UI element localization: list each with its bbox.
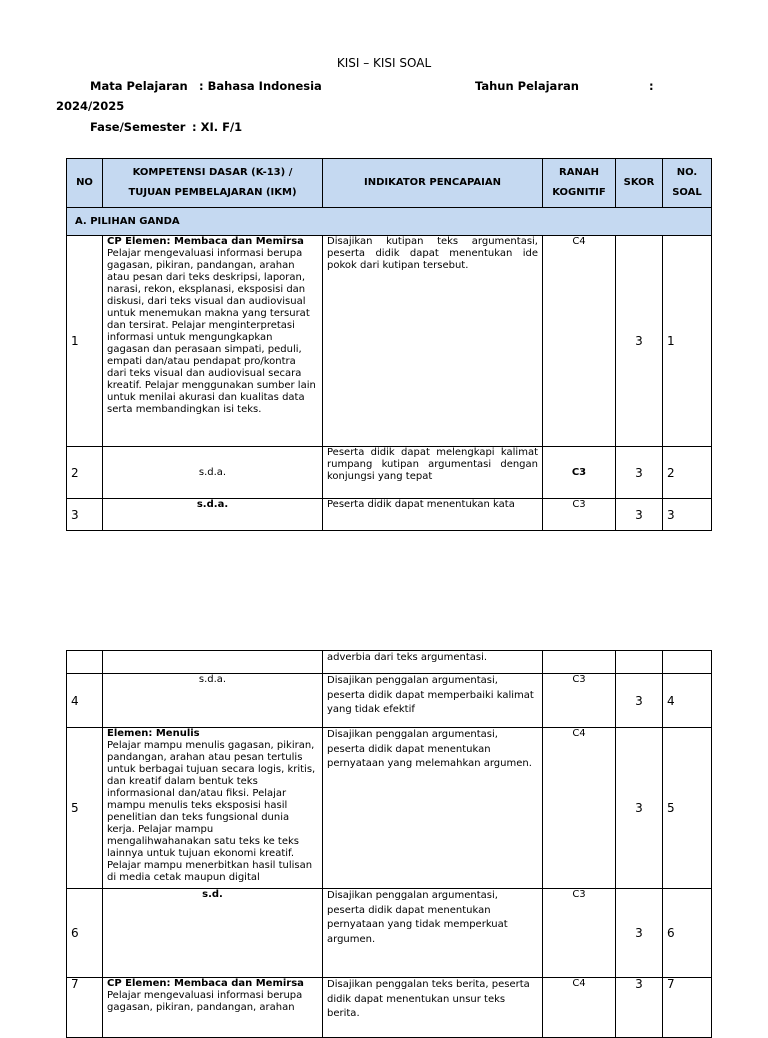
row-indikator: Peserta didik dapat melengkapi kalimat rumpang kutipan argumentasi dengan konjungsi yang tepat (323, 447, 543, 499)
phase-value: : XI. F/1 (192, 120, 243, 134)
table-row (67, 728, 712, 889)
row-ranah: C4 (543, 978, 616, 1038)
header-kd-line2: TUJUAN PEMBELAJARAN (IKM) (128, 187, 297, 198)
row-nosoal: 4 (663, 674, 712, 728)
header-ranah (543, 159, 616, 208)
row-nosoal: 3 (663, 499, 712, 531)
row-nosoal (663, 651, 712, 674)
table-header-row (67, 159, 712, 208)
row-kompetensi (103, 728, 323, 889)
row-skor: 3 (616, 674, 663, 728)
section-title: A. PILIHAN GANDA (67, 208, 712, 236)
row-skor: 3 (616, 728, 663, 889)
phase-label: Fase/Semester (90, 120, 186, 134)
header-skor: SKOR (616, 159, 663, 208)
row-indikator: Disajikan penggalan argumentasi, peserta didik dapat memperbaiki kalimat yang tidak efektif (323, 674, 543, 728)
table-row (67, 651, 712, 674)
row-indikator: adverbia dari teks argumentasi. (323, 651, 543, 674)
subject-label: Mata Pelajaran (90, 79, 188, 93)
year-colon: : (649, 79, 654, 93)
row-indikator: Peserta didik dapat menentukan kata (323, 499, 543, 531)
row-skor: 3 (616, 499, 663, 531)
row-ranah: C3 (543, 674, 616, 728)
row-nosoal: 7 (663, 978, 712, 1038)
row-skor: 3 (616, 889, 663, 978)
header-ranah-line1: RANAH (559, 167, 599, 178)
row-no: 3 (67, 499, 103, 531)
table-row (67, 447, 712, 499)
kd-title: Elemen: Menulis (107, 728, 200, 739)
row-nosoal: 5 (663, 728, 712, 889)
row-no: 6 (67, 889, 103, 978)
row-indikator: Disajikan penggalan teks berita, peserta didik dapat menentukan unsur teks berita. (323, 978, 543, 1038)
row-ranah: C4 (543, 236, 616, 447)
header-kompetensi (103, 159, 323, 208)
kisi-table-page2 (66, 650, 712, 1038)
row-no: 1 (67, 236, 103, 447)
row-indikator: Disajikan penggalan argumentasi, peserta didik dapat menentukan pernyataan yang melemahkan argumen. (323, 728, 543, 889)
row-skor: 3 (616, 236, 663, 447)
row-kompetensi: s.d.a. (103, 447, 323, 499)
row-no: 4 (67, 674, 103, 728)
kisi-table-page1 (66, 158, 712, 531)
row-skor: 3 (616, 978, 663, 1038)
row-indikator: Disajikan kutipan teks argumentasi, peserta didik dapat menentukan ide pokok dari kutipan tersebut. (323, 236, 543, 447)
table-row (67, 499, 712, 531)
row-kompetensi (103, 978, 323, 1038)
header-kd-line1: KOMPETENSI DASAR (K-13) / (132, 167, 293, 178)
row-ranah: C3 (543, 499, 616, 531)
row-nosoal: 1 (663, 236, 712, 447)
table-row (67, 978, 712, 1038)
row-no (67, 651, 103, 674)
header-no: NO (67, 159, 103, 208)
row-nosoal: 6 (663, 889, 712, 978)
row-kompetensi: s.d.a. (103, 674, 323, 728)
row-skor: 3 (616, 447, 663, 499)
row-ranah: C3 (543, 447, 616, 499)
table-row (67, 674, 712, 728)
subject-value: : Bahasa Indonesia (199, 79, 322, 93)
year-label: Tahun Pelajaran (475, 79, 579, 93)
header-nosoal-line2: SOAL (672, 187, 702, 198)
document-title: KISI – KISI SOAL (336, 56, 432, 70)
row-kompetensi (103, 236, 323, 447)
section-row (67, 208, 712, 236)
table-row (67, 236, 712, 447)
year-value: 2024/2025 (56, 99, 125, 113)
kd-title: CP Elemen: Membaca dan Memirsa (107, 978, 304, 989)
row-indikator: Disajikan penggalan argumentasi, peserta didik dapat menentukan pernyataan yang tidak memperkuat argumen. (323, 889, 543, 978)
row-kompetensi: s.d. (103, 889, 323, 978)
header-nosoal-line1: NO. (676, 167, 698, 178)
row-no: 7 (67, 978, 103, 1038)
header-ranah-line2: KOGNITIF (552, 187, 606, 198)
row-no: 2 (67, 447, 103, 499)
table-row (67, 889, 712, 978)
row-ranah (543, 651, 616, 674)
row-kompetensi (103, 651, 323, 674)
header-nosoal (663, 159, 712, 208)
row-no: 5 (67, 728, 103, 889)
kd-text: Pelajar mengevaluasi informasi berupa gagasan, pikiran, pandangan, arahan atau pesan dari teks deskripsi, laporan, narasi, rekon, eksplanasi, eksposisi dan diskusi, dari teks visual dan audiovisual untuk menemukan makna yang tersurat dan tersirat. Pelajar menginterpretasi informasi untuk mengungkapkan gagasan dan perasaan simpati, peduli, empati dan/atau pendapat pro/kontra dari teks visual dan audiovisual secara kreatif. Pelajar menggunakan sumber lain untuk menilai akurasi dan kualitas data serta membandingkan isi teks. (107, 248, 316, 415)
header-indikator: INDIKATOR PENCAPAIAN (323, 159, 543, 208)
row-ranah: C4 (543, 728, 616, 889)
row-kompetensi: s.d.a. (103, 499, 323, 531)
row-nosoal: 2 (663, 447, 712, 499)
row-skor (616, 651, 663, 674)
kd-title: CP Elemen: Membaca dan Memirsa (107, 236, 304, 247)
kd-text: Pelajar mengevaluasi informasi berupa gagasan, pikiran, pandangan, arahan (107, 990, 303, 1013)
kd-text: Pelajar mampu menulis gagasan, pikiran, pandangan, arahan atau pesan tertulis untuk berbagai tujuan secara logis, kritis, dan kreatif dalam bentuk teks informasional dan/atau fiksi. Pelajar mampu menulis teks eksposisi hasil penelitian dan teks fungsional dunia kerja. Pelajar mampu mengalihwahanakan satu teks ke teks lainnya untuk tujuan ekonomi kreatif. Pelajar mampu menerbitkan hasil tulisan di media cetak maupun digital (107, 740, 316, 883)
row-ranah: C3 (543, 889, 616, 978)
